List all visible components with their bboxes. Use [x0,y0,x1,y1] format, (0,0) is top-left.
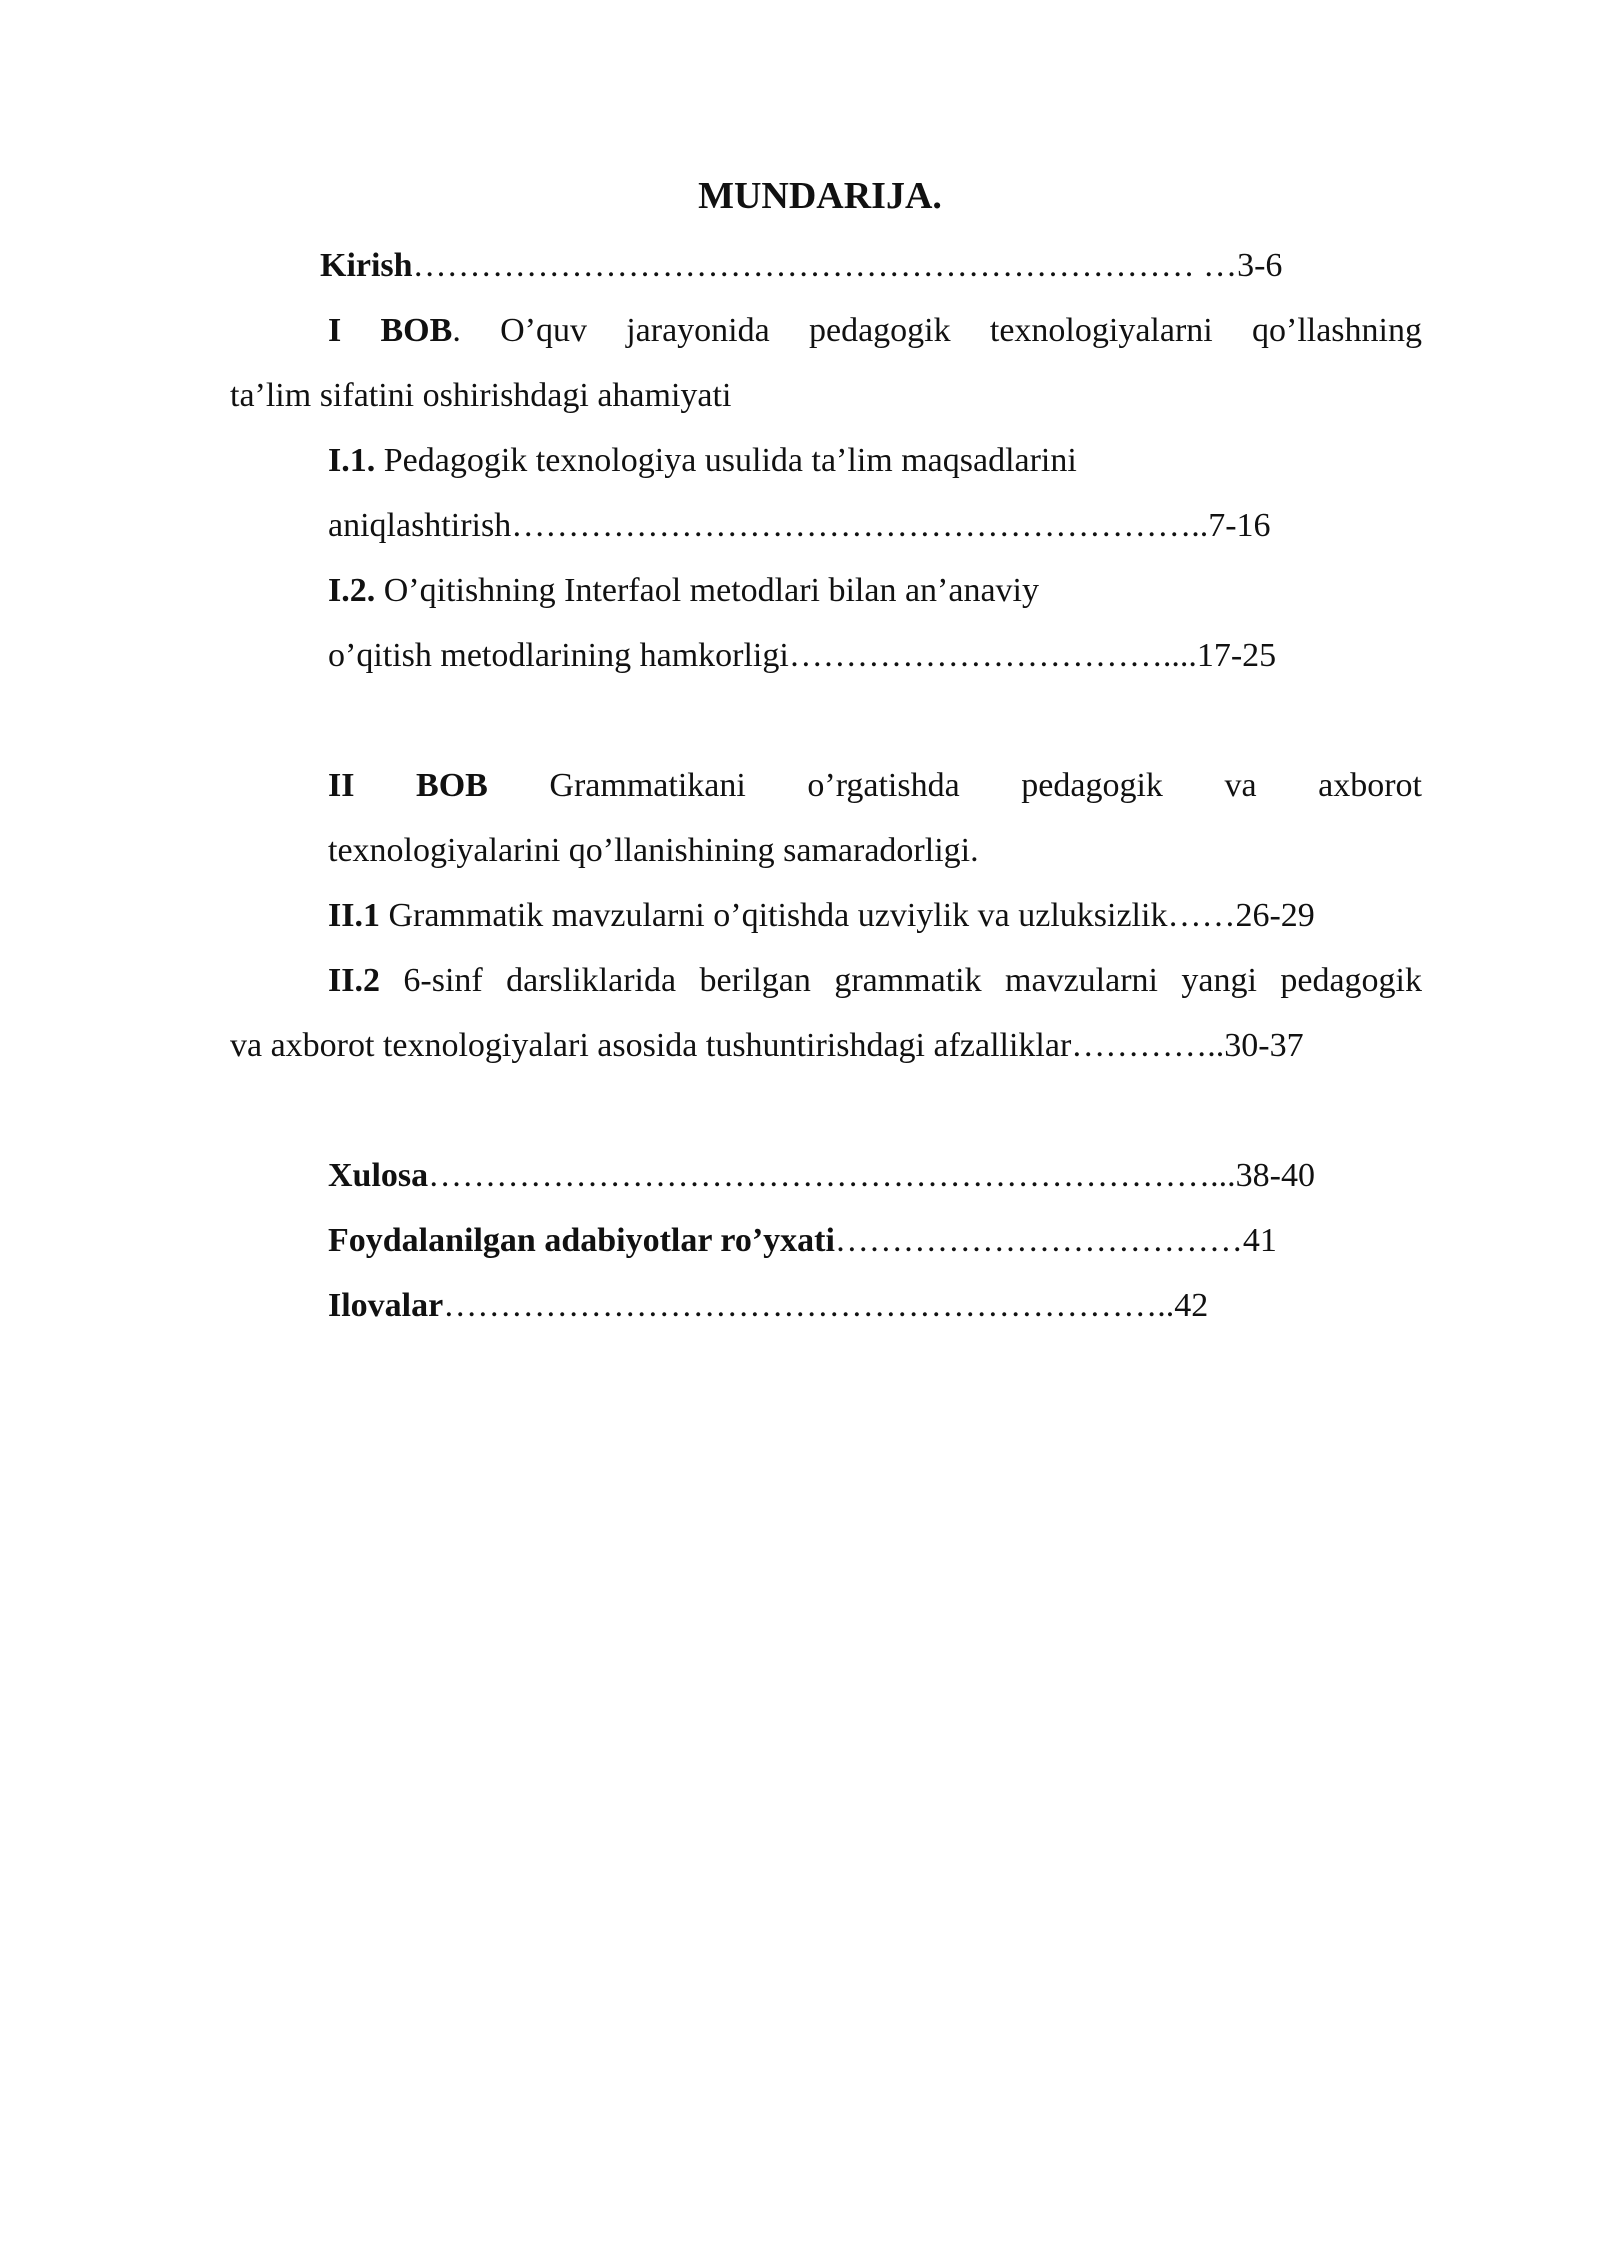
toc-leader-page: ………………………………41 [834,1222,1277,1259]
section-title-line2: aniqlashtirish [328,507,512,544]
toc-leader-page: ……………………………………………………..7-16 [511,507,1271,544]
page-title: MUNDARIJA. [698,175,942,217]
chapter-label: I BOB [328,312,453,349]
chapter-title-line2: ta’lim sifatini oshirishdagi ahamiyati [230,377,732,414]
section-label: II.1 [328,897,380,934]
toc-label: Foydalanilgan adabiyotlar ro’yxati [328,1222,835,1259]
toc-label: Kirish [320,247,413,284]
section-title-line1: Pedagogik texnologiya usulida ta’lim maqsadlarini [375,442,1077,479]
toc-entry-ilovalar[interactable] [328,1284,1208,1328]
section-title-line1: Grammatik mavzularni o’qitishda uzviylik va uzluksizlik……26-29 [379,897,1315,934]
toc-leader-page: ………………………………………………………..42 [443,1287,1209,1324]
toc-leader-page: ……………………………………………………………...38-40 [428,1157,1315,1194]
chapter-title-line2: texnologiyalarini qo’llanishining samaradorligi. [328,832,979,869]
toc-entry-adabiyotlar[interactable] [328,1219,1277,1263]
toc-leader-page: …………………………………………………………… …3-6 [412,247,1283,284]
toc-entry-s1-1-line2[interactable] [328,504,1271,548]
toc-entry-bob1[interactable] [328,309,1422,353]
toc-entry-s1-2-line2[interactable] [328,634,1276,678]
toc-entry-s1-2[interactable] [328,569,1039,613]
chapter-title-line1: Grammatikani o’rgatishda pedagogik va axborot [487,767,1423,804]
section-title-line2: va axborot texnologiyalari asosida tushuntirishdagi afzalliklar…………..30-37 [230,1027,1304,1064]
section-label: I.1. [328,442,376,479]
toc-entry-s1-1[interactable] [328,439,1077,483]
toc-leader-page: ……………………………....17-25 [788,637,1277,674]
section-label: I.2. [328,572,376,609]
toc-entry-s2-2[interactable] [328,959,1422,1003]
toc-entry-kirish[interactable] [320,244,1282,288]
toc-entry-xulosa[interactable] [328,1154,1315,1198]
section-label: II.2 [328,962,380,999]
chapter-label: II BOB [328,767,488,804]
chapter-title-line1: . O’quv jarayonida pedagogik texnologiyalarni qo’llashning [452,312,1422,349]
toc-label: Ilovalar [328,1287,444,1324]
toc-entry-bob2[interactable] [328,764,1422,808]
toc-label: Xulosa [328,1157,429,1194]
section-title-line1: O’qitishning Interfaol metodlari bilan an’anaviy [375,572,1039,609]
section-title-line1: 6-sinf darsliklarida berilgan grammatik mavzularni yangi pedagogik [379,962,1422,999]
section-title-line2: o’qitish metodlarining hamkorligi [328,637,789,674]
toc-entry-s2-1[interactable] [328,894,1315,938]
